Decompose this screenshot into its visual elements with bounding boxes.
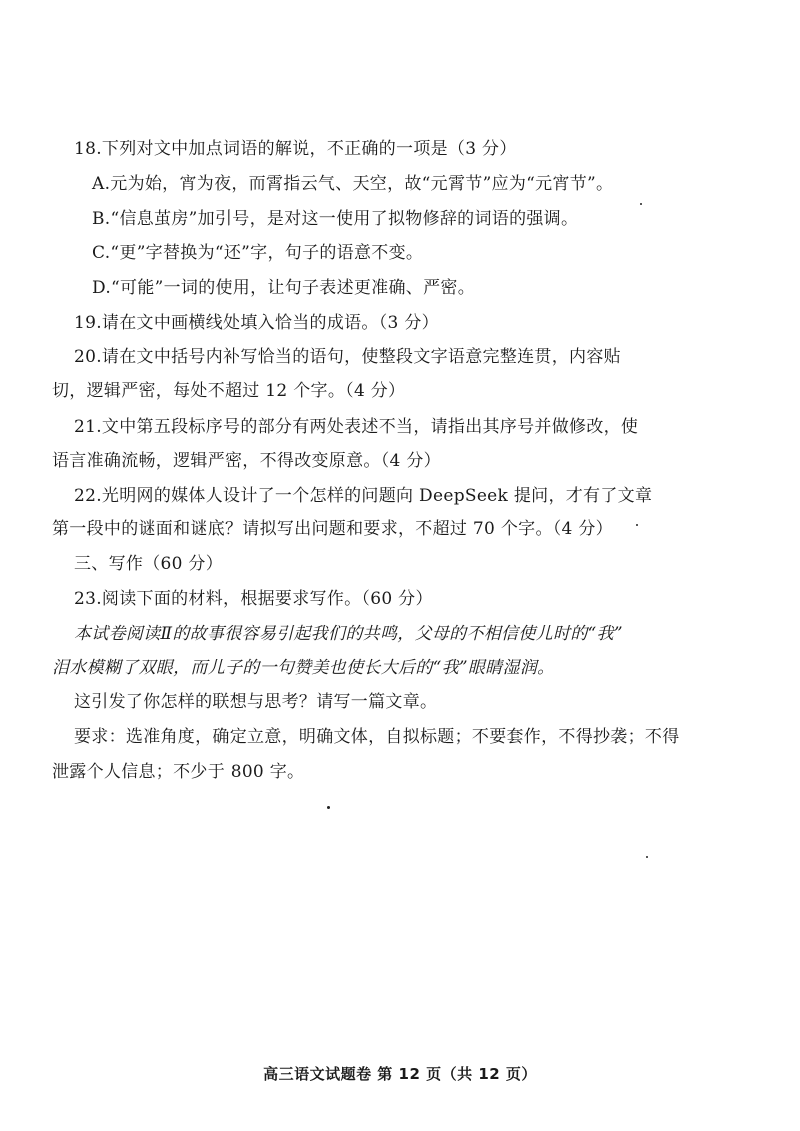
q20-line2: 切，逻辑严密，每处不超过 12 个字。（4 分） [52,381,406,401]
q18-option-a: A.元为始，宵为夜，而霄指云气、天空，故“元霄节”应为“元宵节”。 [92,174,614,194]
q22-line2: 第一段中的谜面和谜底？请拟写出问题和要求，不超过 70 个字。（4 分） [52,519,613,539]
q18-option-d: D.“可能”一词的使用，让句子表述更准确、严密。 [92,278,476,298]
page-footer: 高三语文试题卷 第 12 页（共 12 页） [263,1065,537,1083]
q23-requirements-line1: 要求：选准角度，确定立意，明确文体，自拟标题；不要套作，不得抄袭；不得 [74,727,680,747]
q23-material-line2: 泪水模糊了双眼，而儿子的一句赞美也使长大后的“我”眼睛湿润。 [52,658,555,678]
q22-line1: 22.光明网的媒体人设计了一个怎样的问题向 DeepSeek 提问，才有了文章 [74,486,653,506]
q20-line1: 20.请在文中括号内补写恰当的语句，使整段文字语意完整连贯，内容贴 [74,347,621,367]
q23-requirements-line2: 泄露个人信息；不少于 800 字。 [52,762,305,782]
q21-line1: 21.文中第五段标序号的部分有两处表述不当，请指出其序号并做修改，使 [74,417,639,437]
q23-prompt: 这引发了你怎样的联想与思考？请写一篇文章。 [74,692,438,712]
scan-speck [646,856,648,858]
q18-option-b: B.“信息茧房”加引号，是对这一使用了拟物修辞的词语的强调。 [92,209,579,229]
scan-speck [640,203,642,205]
scan-speck [636,524,638,526]
q21-line2: 语言准确流畅，逻辑严密，不得改变原意。（4 分） [52,451,441,471]
q18-option-c: C.“更”字替换为“还”字，句子的语意不变。 [92,243,424,263]
q23-material-line1: 本试卷阅读Ⅱ的故事很容易引起我们的共鸣，父母的不相信使儿时的“我” [74,624,623,644]
q23-stem: 23.阅读下面的材料，根据要求写作。（60 分） [74,589,433,609]
section3-heading: 三、写作（60 分） [74,554,224,574]
q19-stem: 19.请在文中画横线处填入恰当的成语。（3 分） [74,313,439,333]
scan-speck [327,806,330,809]
q18-stem: 18.下列对文中加点词语的解说，不正确的一项是（3 分） [74,139,517,159]
